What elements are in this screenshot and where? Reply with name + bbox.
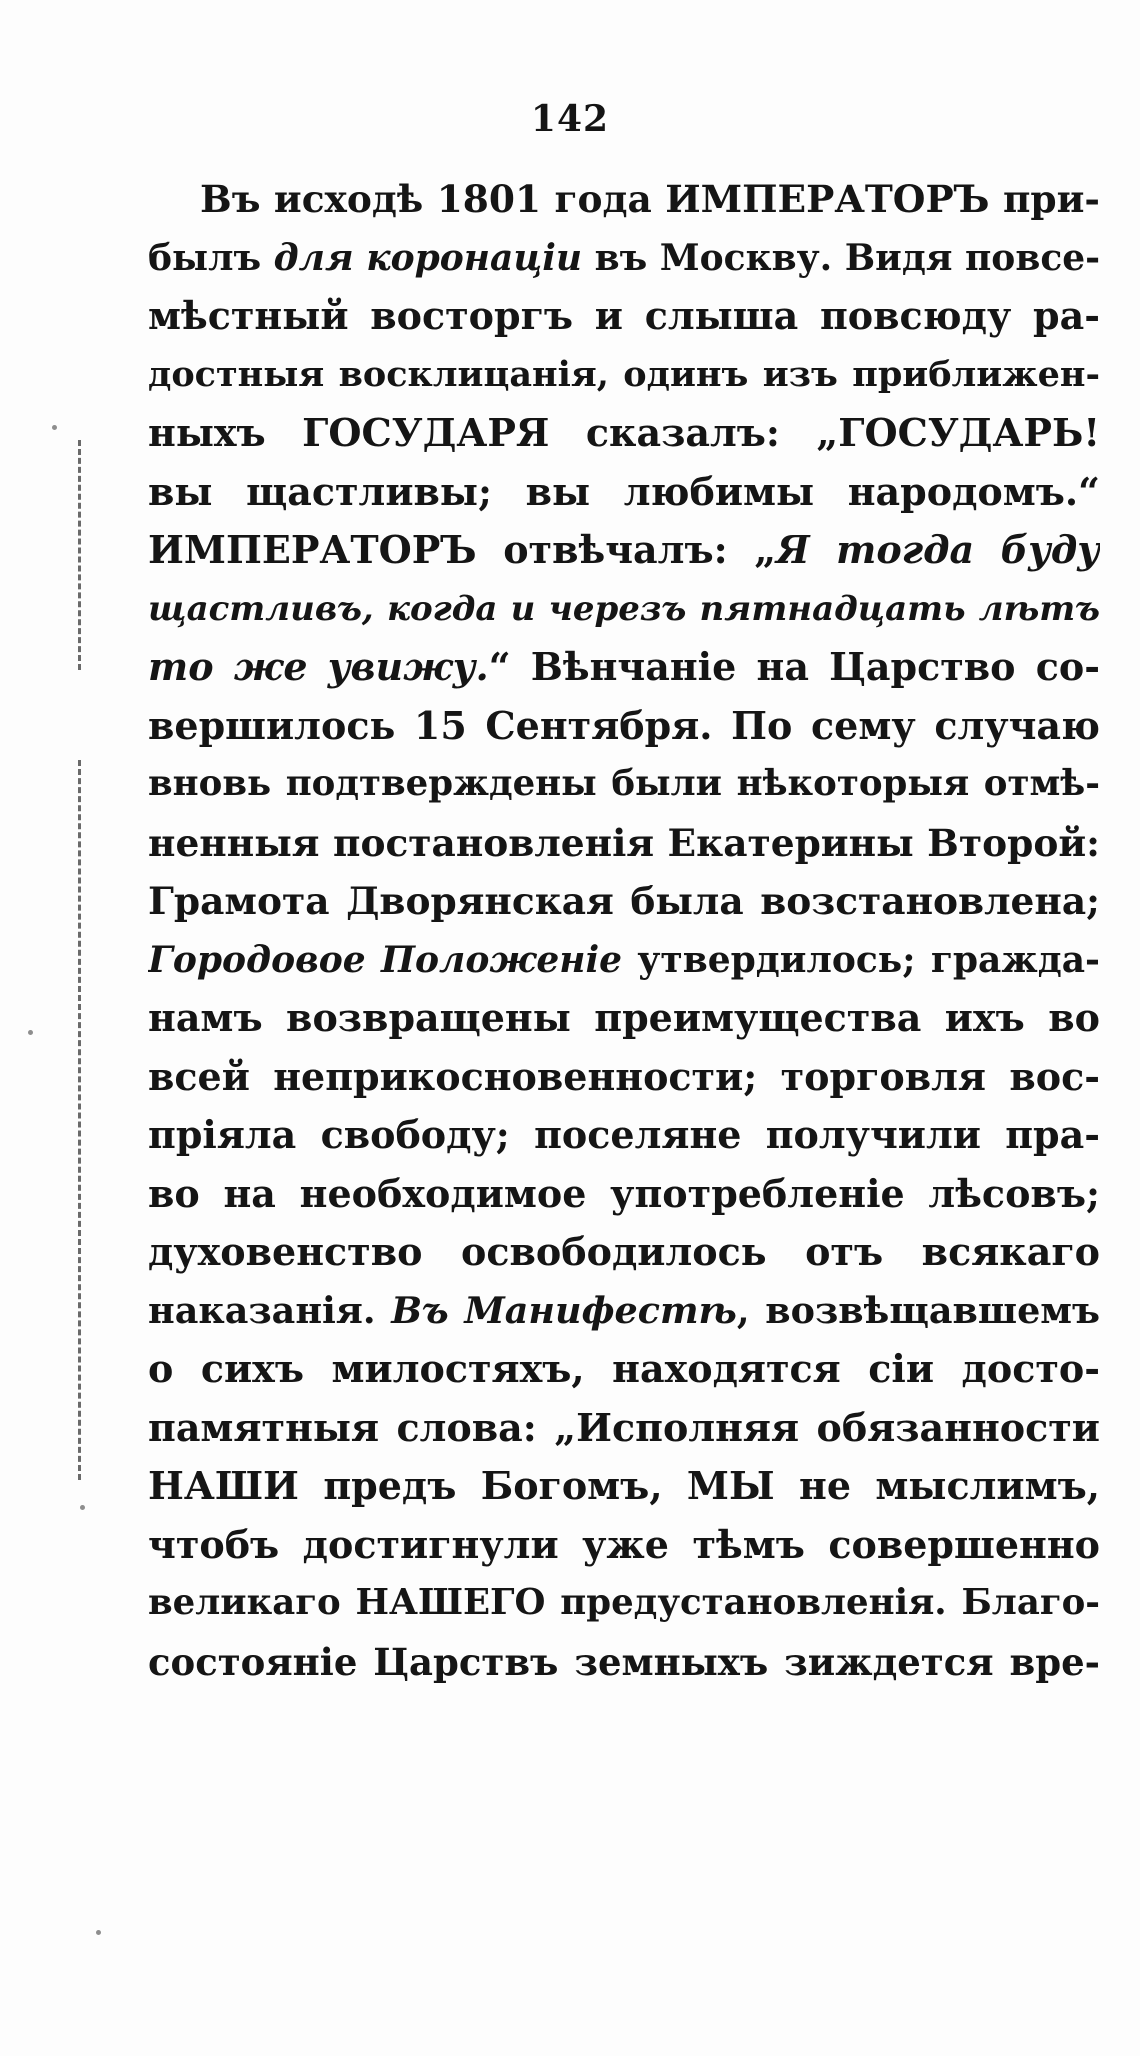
text-line xyxy=(148,229,1100,288)
text-run: духовенство освободилось отъ всякаго xyxy=(148,1229,1100,1274)
italic-text: щастливъ, когда и черезъ пятнадцать лѣтъ xyxy=(148,588,1100,629)
text-run: наказанія. xyxy=(148,1288,392,1332)
text-line xyxy=(148,638,1100,697)
text-run: ИМПЕРАТОРЪ отвѣчалъ: „ xyxy=(148,527,777,572)
text-run: ненныя постановленія Екатерины Второй: xyxy=(148,820,1100,865)
text-run: чтобъ достигнули уже тѣмъ совершенно xyxy=(148,1521,1100,1567)
margin-pencil-mark xyxy=(78,760,84,1480)
text-line xyxy=(148,287,1100,346)
text-line xyxy=(148,1165,1100,1224)
text-run: Грамота Дворянская была возстановлена; xyxy=(148,879,1100,923)
text-line xyxy=(148,1223,1100,1282)
text-run: былъ xyxy=(148,236,274,279)
text-line xyxy=(148,404,1100,463)
text-line xyxy=(148,931,1100,990)
text-run: утвердилось; гражда- xyxy=(622,938,1100,981)
text-line xyxy=(148,1399,1100,1458)
text-run: великаго НАШЕГО предустановленія. Благо- xyxy=(148,1582,1100,1623)
text-line xyxy=(148,814,1100,873)
text-line xyxy=(148,755,1100,814)
text-line xyxy=(148,872,1100,931)
text-run: пріяла свободу; поселяне получили пра- xyxy=(148,1112,1100,1157)
paper-speck xyxy=(52,425,57,430)
text-line xyxy=(148,521,1100,580)
text-run: памятныя слова: „Исполняя обязанности xyxy=(148,1404,1100,1450)
text-run: вы щастливы; вы любимы народомъ.“ xyxy=(148,468,1100,514)
text-line xyxy=(148,1516,1100,1575)
margin-pencil-mark xyxy=(78,440,84,670)
text-line xyxy=(148,346,1100,405)
paper-speck xyxy=(96,1930,101,1935)
text-run: достныя восклицанія, одинъ изъ приближен- xyxy=(148,353,1100,395)
text-run: , возвѣщавшемъ xyxy=(736,1288,1100,1332)
italic-text: Въ Манифестѣ xyxy=(391,1288,737,1332)
text-line xyxy=(148,1048,1100,1107)
body-text xyxy=(148,170,1100,1691)
text-run: вершилось 15 Сентября. По сему случаю xyxy=(148,702,1100,748)
text-run: во на необходимое употребленіе лѣсовъ; xyxy=(148,1170,1100,1216)
text-line xyxy=(148,1340,1100,1399)
text-run: въ Москву. Видя повсе- xyxy=(582,236,1100,279)
text-line xyxy=(148,697,1100,756)
text-run: Въ исходѣ 1801 года ИМПЕРАТОРЪ при- xyxy=(200,177,1100,221)
text-run: “ Вѣнчаніе на Царство со- xyxy=(488,644,1100,689)
page-number: 142 xyxy=(530,98,610,140)
text-run: намъ возвращены преимущества ихъ во xyxy=(148,995,1100,1040)
paper-speck xyxy=(28,1030,33,1035)
italic-text: то же увижу. xyxy=(148,644,489,689)
text-line xyxy=(148,1574,1100,1633)
text-line xyxy=(148,989,1100,1048)
text-line xyxy=(148,463,1100,522)
italic-text: Городовое Положеніе xyxy=(148,938,623,981)
italic-text: для коронаціи xyxy=(273,236,583,279)
text-run: ныхъ ГОСУДАРЯ сказалъ: „ГОСУДАРЬ! xyxy=(148,410,1100,455)
text-line xyxy=(148,580,1100,639)
text-run: НАШИ предъ Богомъ, МЫ не мыслимъ, xyxy=(148,1463,1100,1508)
text-line xyxy=(148,1282,1100,1341)
text-line xyxy=(148,1106,1100,1165)
text-run: о сихъ милостяхъ, находятся сіи достo- xyxy=(148,1346,1100,1391)
text-run: мѣстный восторгъ и слыша повсюду ра- xyxy=(148,293,1100,338)
text-line xyxy=(148,1457,1100,1516)
text-run: вновь подтверждены были нѣкоторыя отмѣ- xyxy=(148,763,1100,804)
text-line xyxy=(148,1633,1100,1692)
italic-text: Я тогда буду xyxy=(776,527,1100,572)
text-line xyxy=(148,170,1100,229)
text-run: состояніе Царствъ земныхъ зиждется вре- xyxy=(148,1639,1100,1684)
text-run: всей неприкосновенности; торговля вос- xyxy=(148,1053,1100,1099)
paper-speck xyxy=(80,1505,85,1510)
